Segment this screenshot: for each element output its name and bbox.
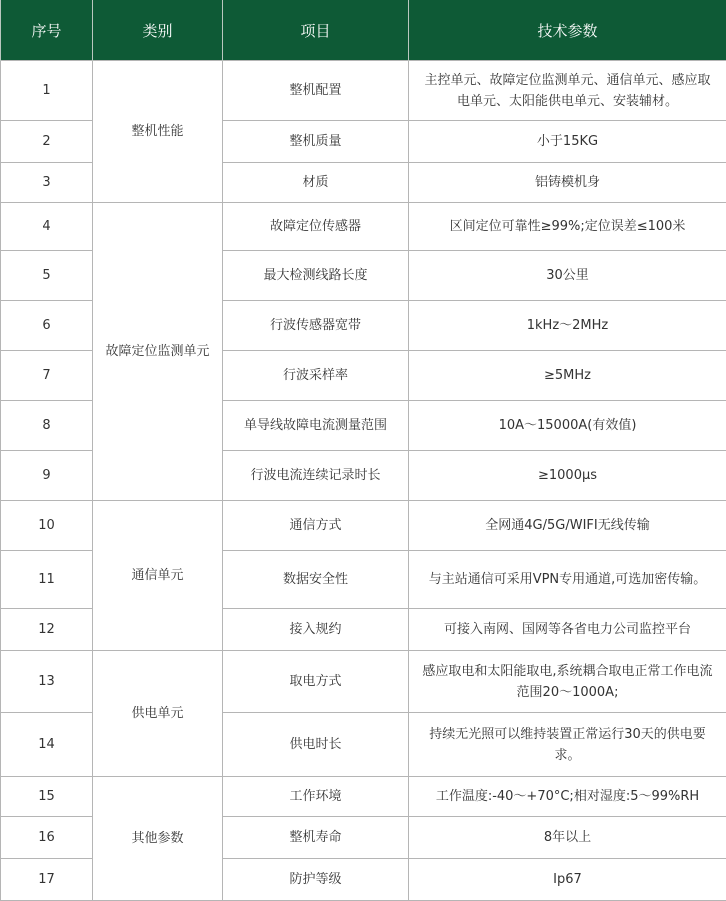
category-cell: 整机性能 xyxy=(93,61,223,203)
item-cell: 通信方式 xyxy=(223,501,409,551)
category-cell: 通信单元 xyxy=(93,501,223,651)
param-cell: ≥1000μs xyxy=(409,451,726,501)
item-cell: 行波传感器宽带 xyxy=(223,301,409,351)
header-param: 技术参数 xyxy=(409,0,726,61)
param-cell: 持续无光照可以维持装置正常运行30天的供电要求。 xyxy=(409,713,726,777)
row-number: 17 xyxy=(1,859,93,901)
row-number: 15 xyxy=(1,777,93,817)
param-cell: 30公里 xyxy=(409,251,726,301)
item-cell: 整机寿命 xyxy=(223,817,409,859)
param-cell: 1kHz～2MHz xyxy=(409,301,726,351)
item-cell: 整机质量 xyxy=(223,121,409,163)
row-number: 7 xyxy=(1,351,93,401)
item-cell: 防护等级 xyxy=(223,859,409,901)
item-cell: 最大检测线路长度 xyxy=(223,251,409,301)
table-row xyxy=(1,61,726,121)
category-cell: 故障定位监测单元 xyxy=(93,203,223,501)
item-cell: 行波采样率 xyxy=(223,351,409,401)
table-header-row xyxy=(1,0,726,61)
row-number: 14 xyxy=(1,713,93,777)
row-number: 11 xyxy=(1,551,93,609)
row-number: 9 xyxy=(1,451,93,501)
category-cell: 其他参数 xyxy=(93,777,223,901)
row-number: 4 xyxy=(1,203,93,251)
item-cell: 数据安全性 xyxy=(223,551,409,609)
table-row xyxy=(1,203,726,251)
row-number: 2 xyxy=(1,121,93,163)
row-number: 10 xyxy=(1,501,93,551)
header-item: 项目 xyxy=(223,0,409,61)
item-cell: 行波电流连续记录时长 xyxy=(223,451,409,501)
category-cell: 供电单元 xyxy=(93,651,223,777)
param-cell: 10A～15000A(有效值) xyxy=(409,401,726,451)
param-cell: ≥5MHz xyxy=(409,351,726,401)
row-number: 13 xyxy=(1,651,93,713)
param-cell: 8年以上 xyxy=(409,817,726,859)
param-cell: 小于15KG xyxy=(409,121,726,163)
row-number: 12 xyxy=(1,609,93,651)
param-cell: 区间定位可靠性≥99%;定位误差≤100米 xyxy=(409,203,726,251)
item-cell: 材质 xyxy=(223,163,409,203)
header-no: 序号 xyxy=(1,0,93,61)
param-cell: 全网通4G/5G/WIFI无线传输 xyxy=(409,501,726,551)
param-cell: 感应取电和太阳能取电,系统耦合取电正常工作电流范围20～1000A; xyxy=(409,651,726,713)
item-cell: 接入规约 xyxy=(223,609,409,651)
item-cell: 取电方式 xyxy=(223,651,409,713)
param-cell: 与主站通信可采用VPN专用通道,可选加密传输。 xyxy=(409,551,726,609)
param-cell: 可接入南网、国网等各省电力公司监控平台 xyxy=(409,609,726,651)
row-number: 5 xyxy=(1,251,93,301)
param-cell: Ip67 xyxy=(409,859,726,901)
row-number: 8 xyxy=(1,401,93,451)
param-cell: 工作温度:-40～+70°C;相对湿度:5～99%RH xyxy=(409,777,726,817)
table-row xyxy=(1,651,726,713)
item-cell: 工作环境 xyxy=(223,777,409,817)
item-cell: 单导线故障电流测量范围 xyxy=(223,401,409,451)
table-row xyxy=(1,777,726,817)
item-cell: 故障定位传感器 xyxy=(223,203,409,251)
item-cell: 整机配置 xyxy=(223,61,409,121)
table-row xyxy=(1,501,726,551)
header-category: 类别 xyxy=(93,0,223,61)
param-cell: 主控单元、故障定位监测单元、通信单元、感应取电单元、太阳能供电单元、安装辅材。 xyxy=(409,61,726,121)
row-number: 1 xyxy=(1,61,93,121)
row-number: 16 xyxy=(1,817,93,859)
row-number: 6 xyxy=(1,301,93,351)
param-cell: 铝铸模机身 xyxy=(409,163,726,203)
item-cell: 供电时长 xyxy=(223,713,409,777)
row-number: 3 xyxy=(1,163,93,203)
